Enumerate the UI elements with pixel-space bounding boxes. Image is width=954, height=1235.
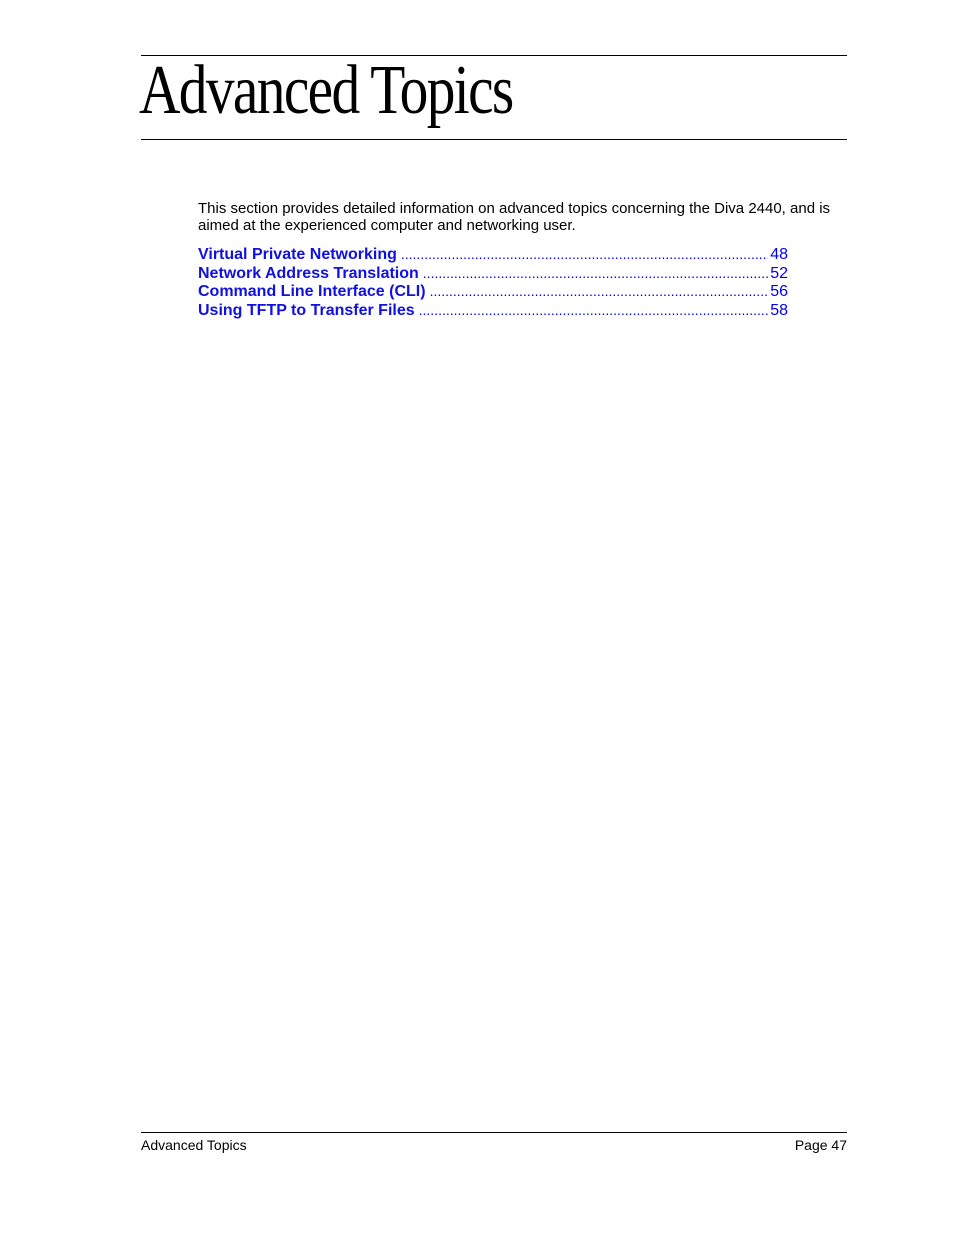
toc-dot-leader xyxy=(423,264,768,283)
table-of-contents xyxy=(198,245,788,320)
intro-paragraph: This section provides detailed information on advanced topics concerning the Diva 2440, and is aimed at the experienced computer and networking user. xyxy=(198,200,831,234)
toc-entry-nat[interactable] xyxy=(198,264,788,283)
toc-entry-tftp[interactable] xyxy=(198,301,788,320)
chapter-title: Advanced Topics xyxy=(139,52,513,129)
footer-section-name: Advanced Topics xyxy=(141,1137,247,1153)
footer-rule xyxy=(141,1132,847,1133)
footer-page-number: Page 47 xyxy=(794,1137,847,1153)
toc-dot-leader xyxy=(401,245,768,264)
toc-entry-title: Command Line Interface (CLI) xyxy=(198,283,426,301)
toc-entry-cli[interactable] xyxy=(198,282,788,301)
toc-entry-page: 52 xyxy=(770,264,788,282)
toc-entry-title: Network Address Translation xyxy=(198,264,419,282)
toc-entry-title: Using TFTP to Transfer Files xyxy=(198,302,415,320)
toc-entry-title: Virtual Private Networking xyxy=(198,246,397,263)
toc-entry-page: 48 xyxy=(770,246,788,263)
toc-dot-leader xyxy=(430,282,769,301)
toc-entry-page: 58 xyxy=(770,302,788,320)
toc-entry-vpn[interactable] xyxy=(198,245,788,264)
toc-dot-leader xyxy=(419,301,769,320)
header-rule-bottom xyxy=(141,139,847,140)
toc-entry-page: 56 xyxy=(770,283,788,301)
